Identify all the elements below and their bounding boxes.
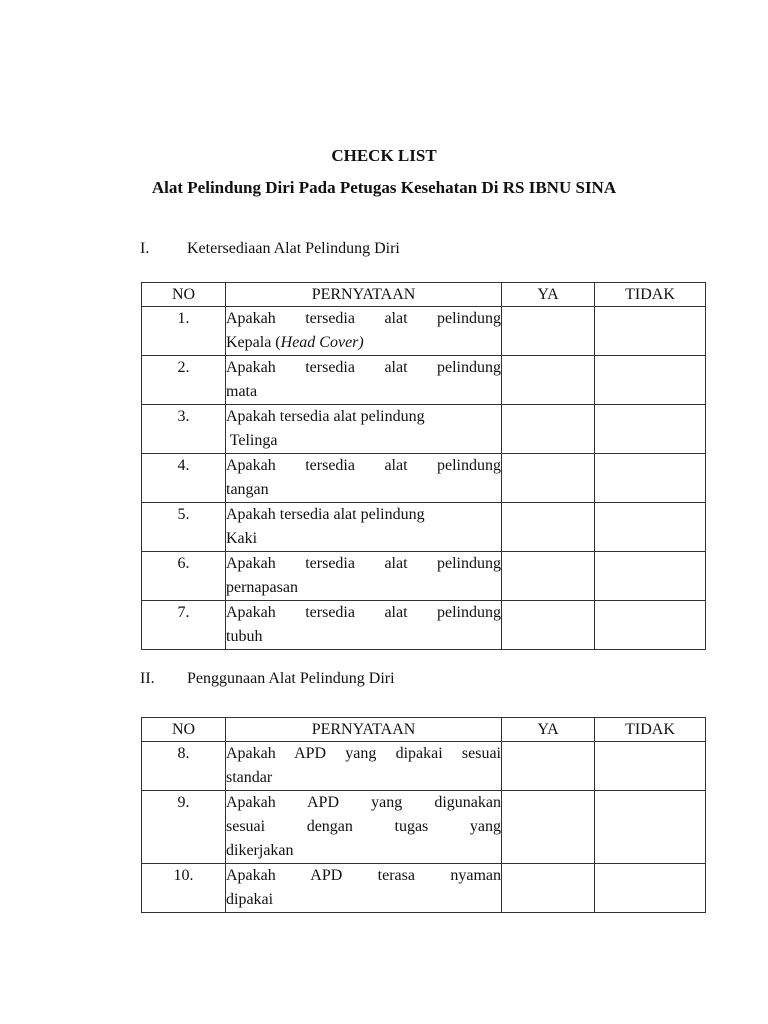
answer-no-cell[interactable] (595, 601, 706, 650)
answer-no-cell[interactable] (595, 454, 706, 503)
row-number: 4. (142, 454, 226, 503)
row-statement (226, 742, 502, 791)
table-row (142, 454, 706, 503)
header-no-answer: TIDAK (595, 283, 706, 307)
table-header-row (142, 718, 706, 742)
table-row (142, 552, 706, 601)
answer-yes-cell[interactable] (502, 503, 595, 552)
answer-no-cell[interactable] (595, 791, 706, 864)
statement-line: pernapasan (226, 579, 298, 596)
row-statement (226, 864, 502, 913)
table-row (142, 356, 706, 405)
statement-line: mata (226, 383, 258, 400)
row-number: 5. (142, 503, 226, 552)
statement-line: Apakah tersedia alat pelindung (226, 408, 425, 425)
answer-no-cell[interactable] (595, 742, 706, 791)
answer-yes-cell[interactable] (502, 454, 595, 503)
answer-yes-cell[interactable] (502, 742, 595, 791)
section-number: I. (140, 240, 150, 257)
table-header-row (142, 283, 706, 307)
header-yes: YA (502, 718, 595, 742)
statement-line: Apakah tersedia alat pelindung (226, 555, 501, 572)
row-number: 6. (142, 552, 226, 601)
statement-line: tubuh (226, 628, 263, 645)
statement-line: Apakah APD terasa nyaman (226, 867, 501, 884)
row-number: 3. (142, 405, 226, 454)
row-statement (226, 307, 502, 356)
statement-line: Apakah tersedia alat pelindung (226, 457, 501, 474)
header-yes: YA (502, 283, 595, 307)
row-statement (226, 503, 502, 552)
table-row (142, 503, 706, 552)
header-statement: PERNYATAAN (226, 718, 502, 742)
row-number: 2. (142, 356, 226, 405)
row-statement (226, 601, 502, 650)
table-row (142, 864, 706, 913)
statement-line: tangan (226, 481, 269, 498)
row-number: 8. (142, 742, 226, 791)
statement-line: Telinga (226, 432, 278, 449)
document-subtitle: Alat Pelindung Diri Pada Petugas Kesehatan Di RS IBNU SINA (151, 178, 617, 197)
statement-line: standar (226, 769, 273, 786)
answer-yes-cell[interactable] (502, 601, 595, 650)
row-number: 10. (142, 864, 226, 913)
row-number: 1. (142, 307, 226, 356)
statement-line: Apakah tersedia alat pelindung (226, 359, 501, 376)
answer-yes-cell[interactable] (502, 552, 595, 601)
section-title: Ketersediaan Alat Pelindung Diri (187, 240, 400, 257)
row-number: 7. (142, 601, 226, 650)
statement-line: sesuai dengan tugas yang (226, 818, 501, 835)
header-no-answer: TIDAK (595, 718, 706, 742)
row-statement (226, 791, 502, 864)
table-row (142, 405, 706, 454)
answer-no-cell[interactable] (595, 307, 706, 356)
answer-no-cell[interactable] (595, 864, 706, 913)
row-statement (226, 356, 502, 405)
answer-yes-cell[interactable] (502, 405, 595, 454)
answer-yes-cell[interactable] (502, 864, 595, 913)
header-statement: PERNYATAAN (226, 283, 502, 307)
header-no: NO (142, 283, 226, 307)
statement-line: Kaki (226, 530, 258, 547)
section-heading-2 (140, 670, 395, 688)
table-row (142, 791, 706, 864)
answer-yes-cell[interactable] (502, 307, 595, 356)
answer-no-cell[interactable] (595, 405, 706, 454)
header-no: NO (142, 718, 226, 742)
table-row (142, 307, 706, 356)
checklist-table-usage (141, 717, 706, 913)
section-title: Penggunaan Alat Pelindung Diri (187, 670, 395, 687)
row-statement (226, 405, 502, 454)
statement-line: Apakah tersedia alat pelindung (226, 604, 501, 621)
answer-yes-cell[interactable] (502, 356, 595, 405)
table-row (142, 742, 706, 791)
answer-no-cell[interactable] (595, 356, 706, 405)
section-number: II. (140, 670, 155, 687)
section-heading-1 (140, 240, 400, 258)
answer-no-cell[interactable] (595, 552, 706, 601)
document-title: CHECK LIST (331, 146, 437, 165)
statement-line: Apakah tersedia alat pelindung (226, 506, 425, 523)
table-row (142, 601, 706, 650)
statement-text: Kepala ( (226, 334, 281, 351)
statement-italic-text: Head Cover) (280, 334, 364, 351)
row-number: 9. (142, 791, 226, 864)
statement-line: Apakah APD yang dipakai sesuai (226, 745, 501, 762)
statement-line: Apakah tersedia alat pelindung (226, 310, 501, 327)
checklist-table-availability (141, 282, 706, 650)
answer-yes-cell[interactable] (502, 791, 595, 864)
answer-no-cell[interactable] (595, 503, 706, 552)
row-statement (226, 552, 502, 601)
statement-line: dipakai (226, 891, 274, 908)
statement-line (226, 331, 501, 355)
statement-line: dikerjakan (226, 842, 294, 859)
row-statement (226, 454, 502, 503)
statement-line: Apakah APD yang digunakan (226, 794, 501, 811)
